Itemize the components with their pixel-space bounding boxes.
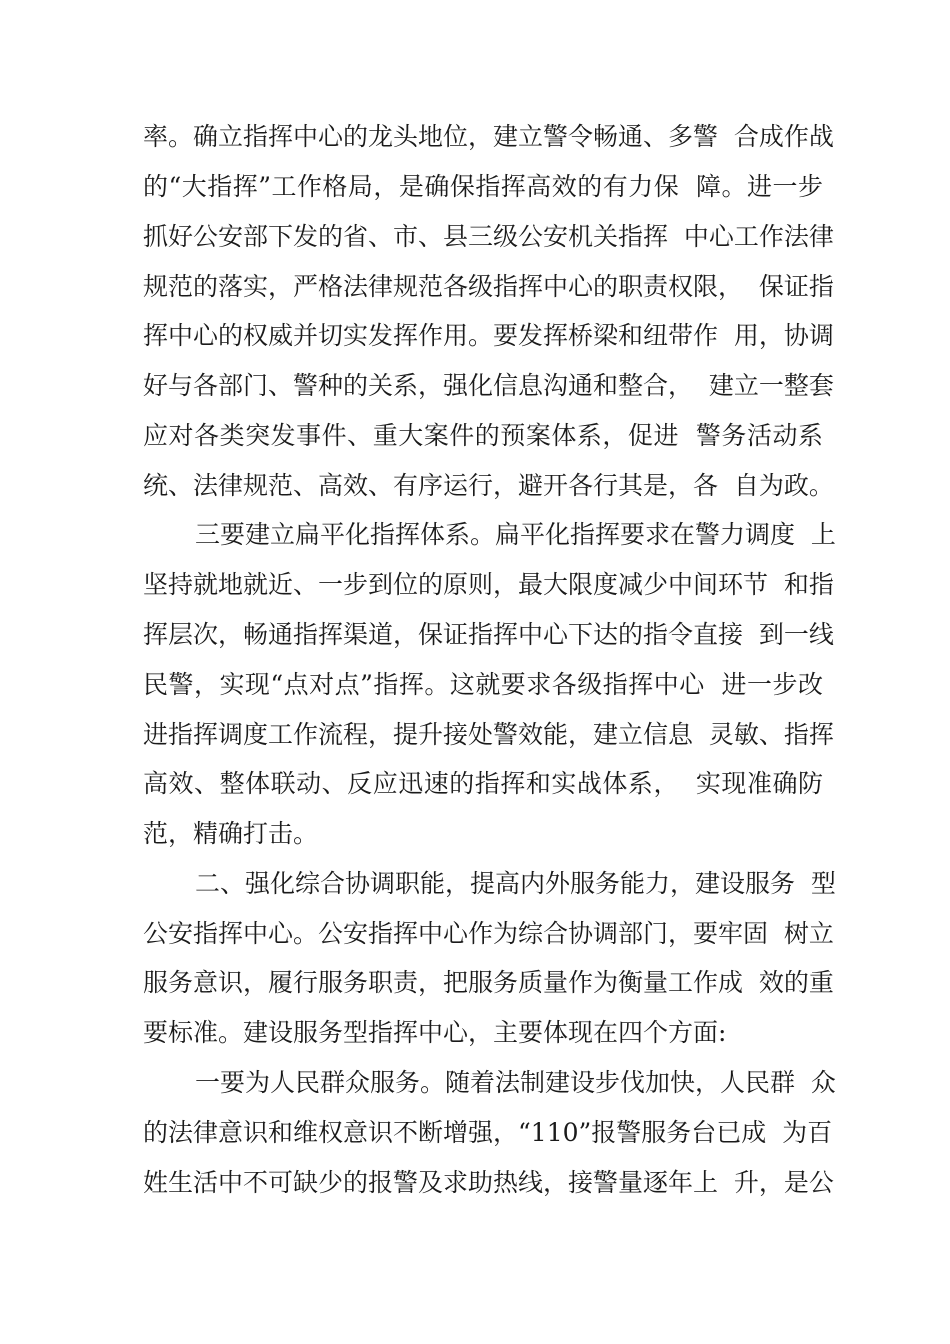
text-line: 挥层次，畅通指挥渠道，保证指挥中心下达的指令直接 到一线 [143, 620, 834, 649]
text-line: 应对各类突发事件、重大案件的预案体系，促进 警务活动系 [143, 421, 823, 450]
text-line: 二、强化综合协调职能，提高内外服务能力，建设服务 型 [195, 869, 836, 898]
text-line: 服务意识，履行服务职责，把服务质量作为衡量工作成 效的重 [143, 968, 834, 997]
text-line: 坚持就地就近、一步到位的原则，最大限度减少中间环节 和指 [143, 570, 834, 599]
text-line: 挥中心的权威并切实发挥作用。要发挥桥梁和纽带作 用，协调 [143, 321, 834, 350]
text-line: 三要建立扁平化指挥体系。扁平化指挥要求在警力调度 上 [195, 520, 836, 549]
text-line: 进指挥调度工作流程，提升接处警效能，建立信息 灵敏、指挥 [143, 720, 834, 749]
text-line: 范，精确打击。 [143, 819, 319, 848]
text-line: 公安指挥中心。公安指挥中心作为综合协调部门，要牢固 树立 [143, 919, 834, 948]
text-line: 一要为人民群众服务。随着法制建设步伐加快，人民群 众 [195, 1068, 836, 1097]
text-line: 规范的落实，严格法律规范各级指挥中心的职责权限， 保证指 [143, 272, 834, 301]
text-line: 要标准。建设服务型指挥中心，主要体现在四个方面: [143, 1018, 727, 1047]
text-line: 率。确立指挥中心的龙头地位，建立警令畅通、多警 合成作战 [143, 122, 834, 151]
text-line: 好与各部门、警种的关系，强化信息沟通和整合， 建立一整套 [143, 371, 834, 400]
text-line: 高效、整体联动、反应迅速的指挥和实战体系， 实现准确防 [143, 769, 823, 798]
text-line: 民警，实现“点对点”指挥。这就要求各级指挥中心 进一步改 [143, 670, 823, 699]
text-line: 统、法律规范、高效、有序运行，避开各行其是，各 自为政。 [143, 471, 834, 500]
text-line: 姓生活中不可缺少的报警及求助热线，接警量逐年上 升，是公 [143, 1168, 834, 1197]
text-line: 的法律意识和维权意识不断增强，“110”报警服务台已成 为百 [143, 1118, 833, 1147]
text-line: 抓好公安部下发的省、市、县三级公安机关指挥 中心工作法律 [143, 222, 834, 251]
text-line: 的“大指挥”工作格局，是确保指挥高效的有力保 障。进一步 [143, 172, 823, 201]
